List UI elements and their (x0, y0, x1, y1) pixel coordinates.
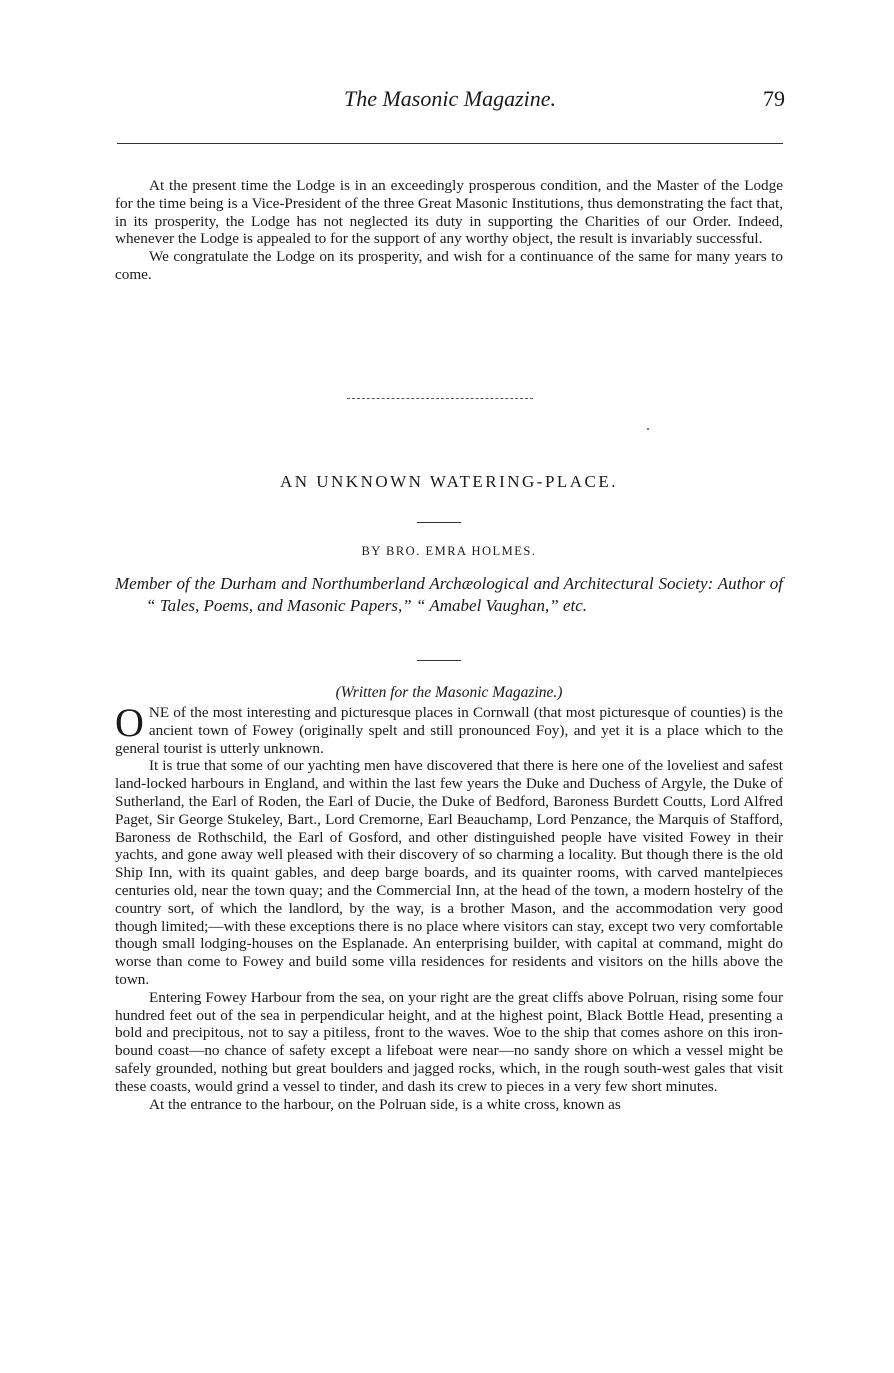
author-note: Member of the Durham and Northumberland Archæological and Architectural Society: Author of “ Tales, Poems, and Masonic Papers,” “ Amabel Vaughan,” etc. (115, 574, 783, 615)
written-for-note: (Written for the Masonic Magazine.) (335, 684, 563, 701)
article-title: AN UNKNOWN WATERING-PLACE. (279, 472, 619, 491)
running-header (115, 86, 785, 116)
article-body (115, 700, 783, 1113)
print-speck (647, 428, 649, 430)
author-rule (417, 660, 461, 661)
section-divider (347, 398, 533, 399)
drop-cap: O (115, 700, 144, 745)
title-rule (417, 522, 461, 523)
magazine-title: The Masonic Magazine. (343, 86, 557, 111)
intro-paragraph-1: At the present time the Lodge is in an exceedingly prosperous condition, and the Master of the Lodge for the time being is a Vice-President of the three Great Masonic Institutions, thus demonstrating the fact that, in its prosperity, the Lodge has not neglected its duty in supporting the Charities of our Order. Indeed, whenever the Lodge is appealed to for the support of any worthy object, the result is invariably successful. (115, 177, 783, 248)
header-rule (117, 143, 783, 144)
article-paragraph-2: It is true that some of our yachting men have discovered that there is here one of the loveliest and safest land-locked harbours in England, and within the last few years the Duke and Duchess of Argyle, the Duke of Sutherland, the Earl of Roden, the Earl of Ducie, the Duke of Bedford, Baroness Burdett Coutts, Lord Alfred Paget, Sir George Stukeley, Bart., Lord Cremorne, Earl Beauchamp, Lord Penzance, the Marquis of Stafford, Baroness de Rothschild, the Earl of Gosford, and other distinguished people have visited Fowey in their yachts, and gone away well pleased with their discovery of so charming a locality. But though there is the old Ship Inn, with its quaint gables, and deep barge boards, and its quainter rooms, with carved mantelpieces centuries old, near the town quay; and the Commercial Inn, at the head of the town, a modern hostelry of the country sort, of which the landlord, by the way, is a brother Mason, and the accommodation very good though limited;—with these exceptions there is no place where visitors can stay, except two very comfortable though small lodging-houses on the Esplanade. An enterprising builder, with capital at command, might do worse than come to Fowey and build some villa residences for residents and visitors on the hills above the town. (115, 757, 783, 988)
footer-print-mark (412, 1327, 472, 1337)
article-paragraph-4: At the entrance to the harbour, on the Polruan side, is a white cross, known as (149, 1095, 621, 1113)
page-number: 79 (763, 86, 785, 111)
first-paragraph-text: NE of the most interesting and picturesque places in Cornwall (that most picturesque of counties) is the ancient town of Fowey (originally spelt and still pronounced Foy), and yet it is a place which to the general tourist is utterly unknown. (115, 704, 783, 757)
intro-text (115, 177, 783, 284)
article-byline: BY BRO. EMRA HOLMES. (361, 544, 537, 558)
article-paragraph-1 (115, 700, 783, 757)
intro-paragraph-2: We congratulate the Lodge on its prosperity, and wish for a continuance of the same for many years to come. (115, 248, 783, 283)
article-paragraph-3: Entering Fowey Harbour from the sea, on your right are the great cliffs above Polruan, rising some four hundred feet out of the sea in perpendicular height, and at the highest point, Black Bottle Head, presenting a bold and precipitous, not to say a pitiless, front to the waves. Woe to the ship that comes ashore on this iron-bound coast—no chance of safety except a lifeboat were near—no sandy shore on which a vessel might be safely grounded, nothing but great boulders and jagged rocks, which, in the rough south-west gales that visit these coasts, would grind a vessel to tinder, and dash its crew to pieces in a very few short minutes. (115, 988, 783, 1095)
